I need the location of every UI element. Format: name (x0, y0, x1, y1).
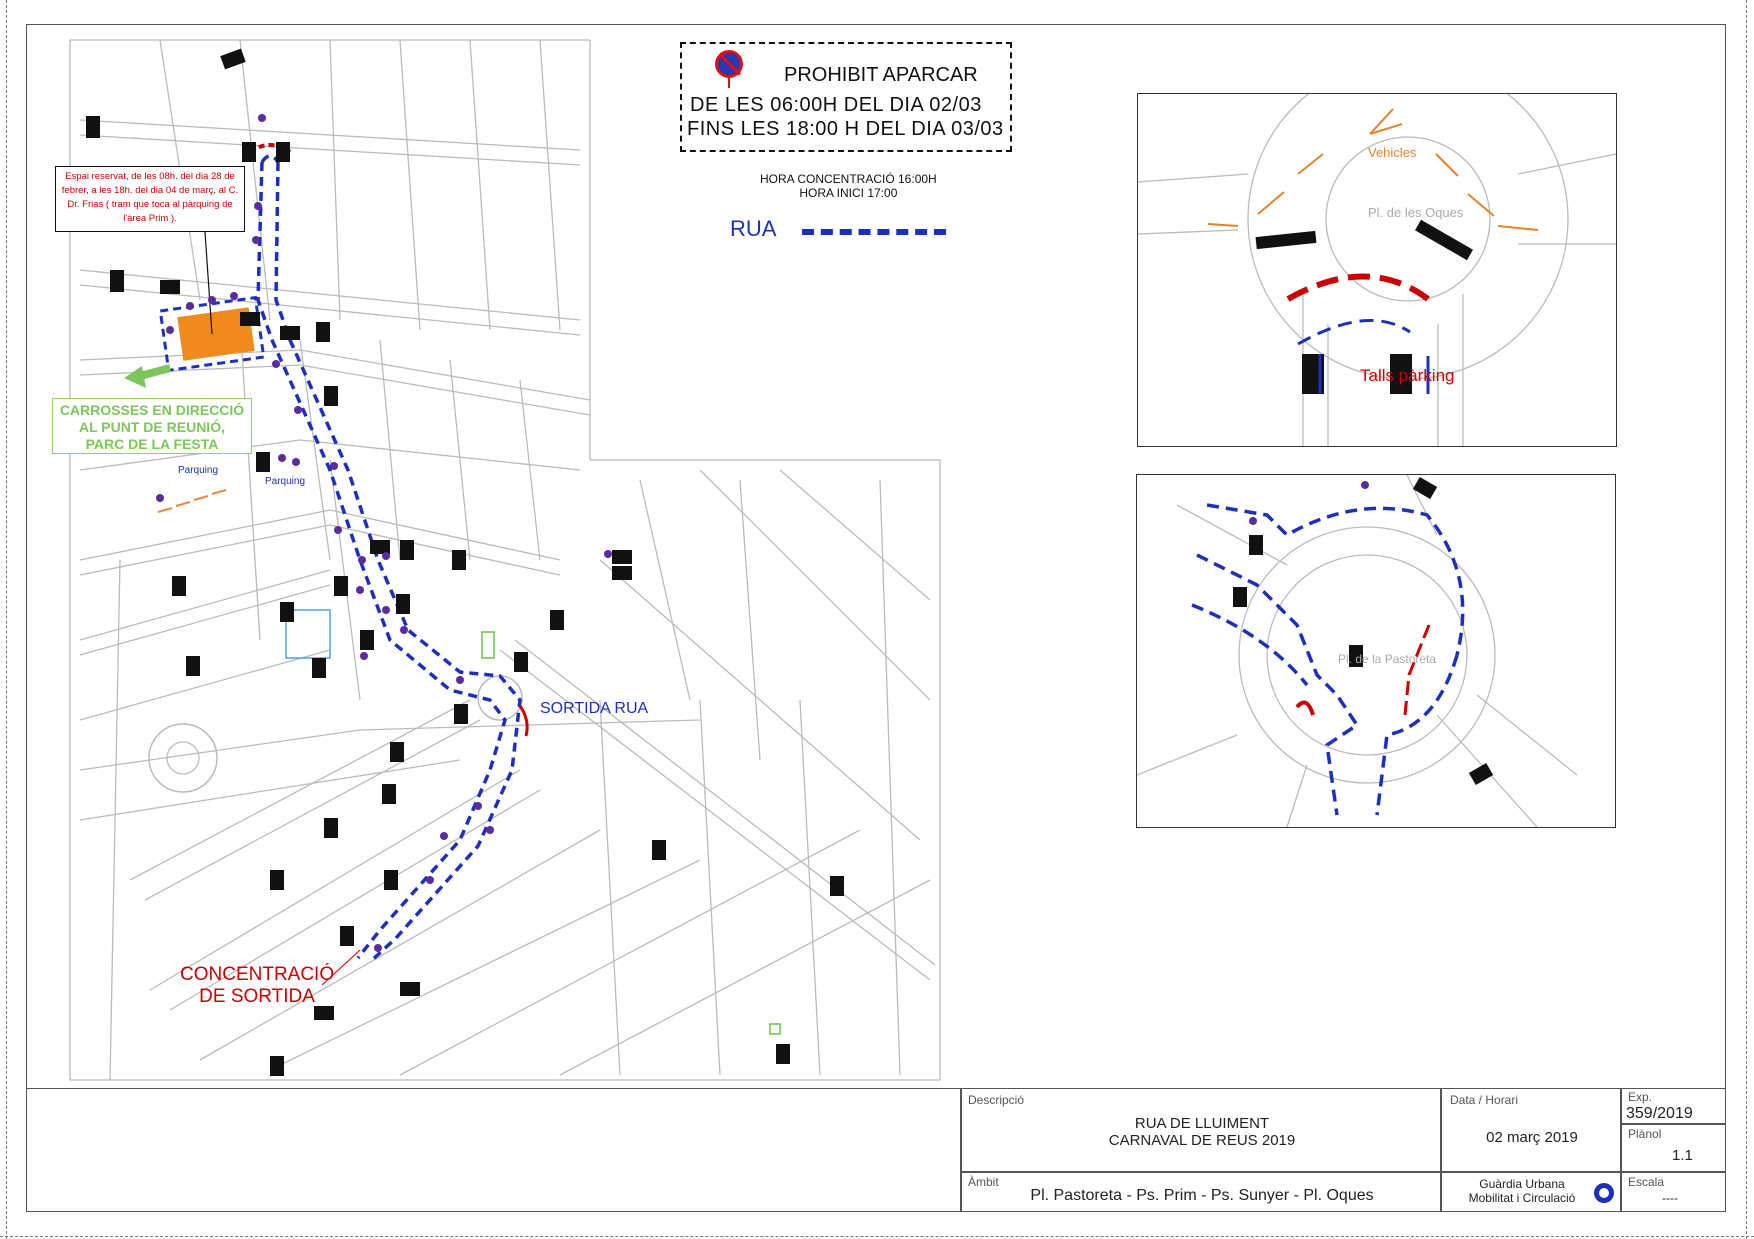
oques-place-label: Pl. de les Oques (1368, 205, 1464, 220)
inset-pastoreta (1136, 474, 1616, 828)
floats-line-2: AL PUNT DE REUNIÓ, (79, 419, 225, 435)
vehicles-label: Vehicles (1368, 145, 1417, 160)
description-line-2: CARNAVAL DE REUS 2019 (1108, 1132, 1296, 1149)
rua-route (258, 156, 520, 962)
scale-cell (1621, 1172, 1726, 1212)
description-label: Descripció (968, 1093, 1025, 1107)
plan-value: 1.1 (1672, 1147, 1693, 1164)
date-cell (1441, 1088, 1621, 1172)
parking-cuts-label: Talls pàrking (1360, 366, 1455, 385)
floats-line-1: CARROSSES EN DIRECCIÓ (59, 402, 245, 418)
route-exit-label: SORTIDA RUA (540, 700, 649, 717)
exp-value: 359/2019 (1626, 1105, 1693, 1122)
floats-direction-box (52, 398, 252, 454)
concentracio-line-2: DE SORTIDA (199, 986, 315, 1007)
plan-label: Plànol (1628, 1127, 1662, 1141)
concentracio-line-1: CONCENTRACIÓ (180, 964, 335, 985)
exp-label: Exp. (1628, 1090, 1653, 1104)
scale-value: ---- (1662, 1191, 1678, 1205)
no-parking-pole (728, 78, 730, 88)
date-label: Data / Horari (1450, 1093, 1519, 1107)
floats-line-3: PARC DE LA FESTA (85, 436, 219, 452)
schedule (760, 172, 937, 200)
inset-pastoreta-map (1137, 475, 1615, 827)
notice-title: PROHIBIT APARCAR (784, 64, 978, 86)
reserved-space-note: Espai reservat, de les 08h. del dia 28 de febrer, a les 18h. del dia 04 de març, al C. Dr. Frias ( tram que toca al pàrquing de l'àrea Prim ). (55, 166, 245, 232)
scope-label: Àmbit (968, 1175, 999, 1189)
organization-line-2: Mobilitat i Circulació (1468, 1191, 1576, 1205)
legend-rua-line (802, 229, 946, 235)
description-line-1: RUA DE LLUIMENT (1134, 1115, 1270, 1132)
start-concentration-label (180, 964, 334, 1008)
date-value: 02 març 2019 (1486, 1129, 1578, 1146)
parking-label-1: Parquing (178, 465, 219, 476)
plan-cell (1621, 1124, 1726, 1172)
description-cell (961, 1088, 1441, 1172)
scope-value: Pl. Pastoreta - Ps. Prim - Ps. Sunyer - Pl. Oques (1030, 1187, 1374, 1204)
scale-label: Escala (1628, 1175, 1665, 1189)
title-block-blank (26, 1088, 961, 1212)
no-parking-icon (715, 50, 743, 78)
roundabout-gandhi (149, 724, 217, 792)
notice-line-2: FINS LES 18:00 H DEL DIA 03/03 (687, 118, 1004, 140)
notice-line-1: DE LES 06:00H DEL DIA 02/03 (690, 94, 982, 116)
pastoreta-place-label: Pl. de la Pastoreta (1338, 652, 1437, 666)
schedule-inici: HORA INICI 17:00 (799, 186, 898, 200)
description-value (962, 1115, 1442, 1149)
parking-label-2: Parquing (265, 476, 306, 487)
title-block (26, 1088, 1726, 1212)
green-arrow (140, 368, 170, 376)
organization-value (1442, 1177, 1602, 1205)
scope-cell (961, 1172, 1441, 1212)
schedule-concentracio: HORA CONCENTRACIÓ 16:00H (760, 172, 937, 186)
organization-line-1: Guàrdia Urbana (1479, 1177, 1565, 1191)
organization-cell (1441, 1172, 1621, 1212)
exp-cell (1621, 1088, 1726, 1124)
guardia-urbana-logo-icon (1592, 1181, 1616, 1205)
legend-rua-label: RUA (730, 216, 777, 241)
